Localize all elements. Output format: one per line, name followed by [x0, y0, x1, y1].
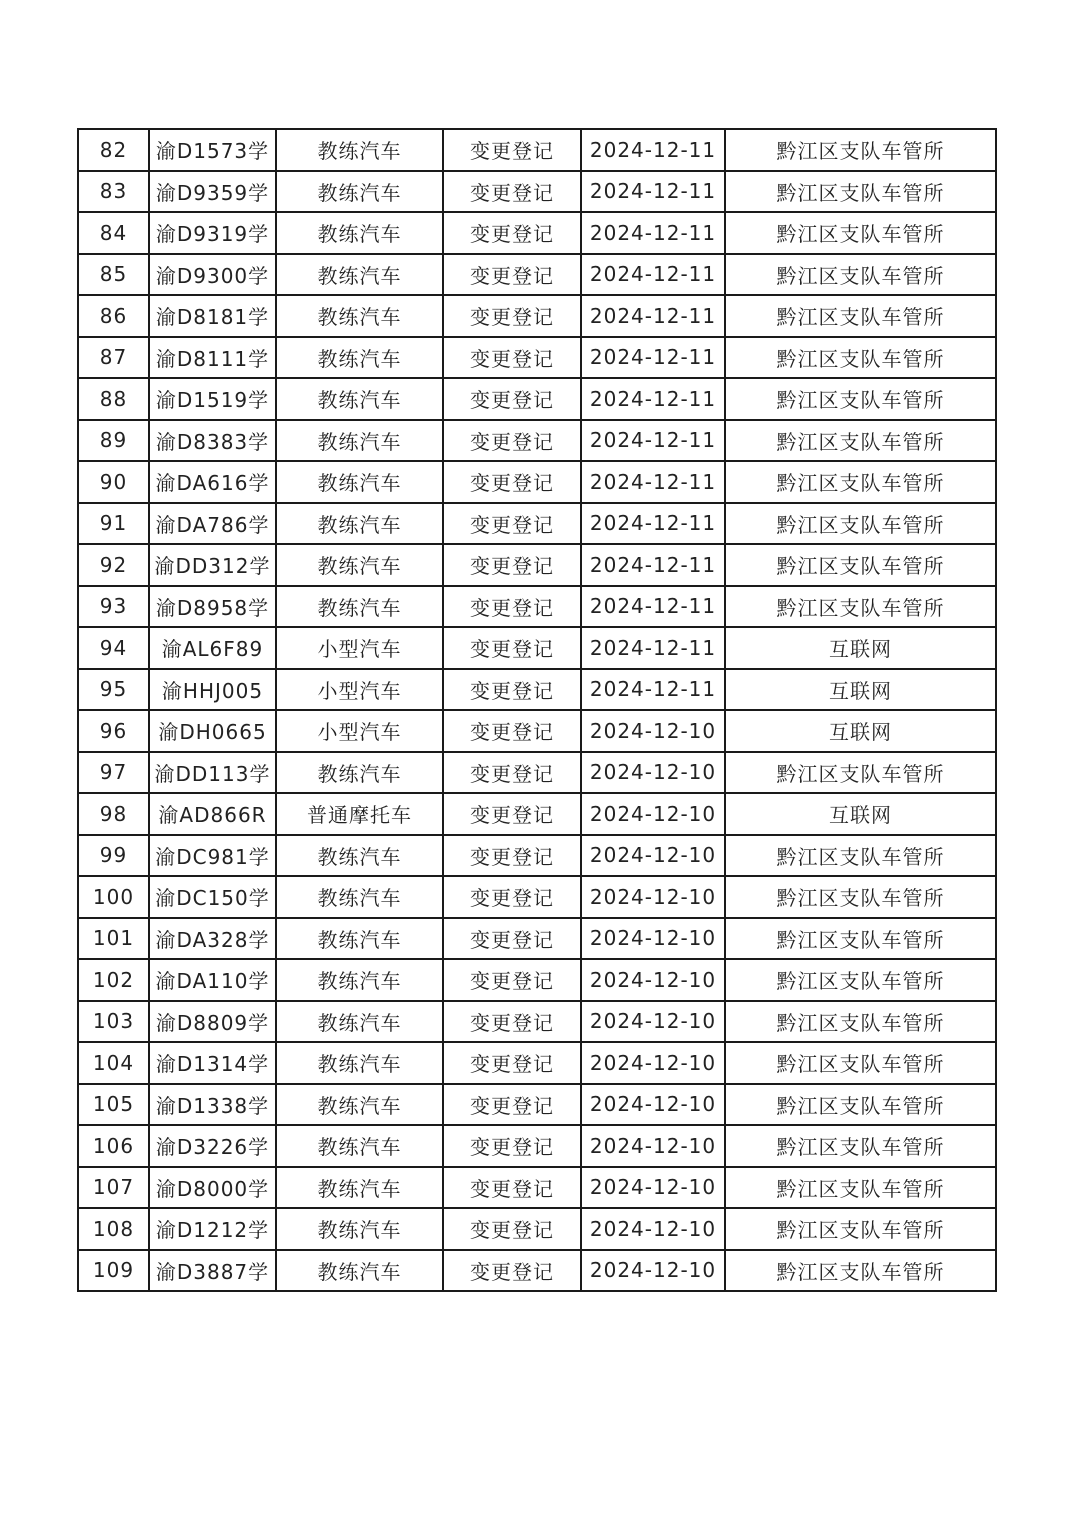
row-index-cell: 89: [78, 420, 149, 462]
handling-office-cell: 黔江区支队车管所: [725, 461, 996, 503]
handling-office-cell: 黔江区支队车管所: [725, 959, 996, 1001]
vehicle-type-cell: 教练汽车: [276, 918, 443, 960]
row-index-cell: 87: [78, 337, 149, 379]
business-type-cell: 变更登记: [443, 918, 581, 960]
vehicle-type-cell: 小型汽车: [276, 669, 443, 711]
plate-number-cell: 渝D8383学: [149, 420, 276, 462]
vehicle-type-cell: 教练汽车: [276, 752, 443, 794]
business-type-cell: 变更登记: [443, 171, 581, 213]
vehicle-type-cell: 教练汽车: [276, 544, 443, 586]
registration-date-cell: 2024-12-10: [581, 752, 725, 794]
table-row: [78, 627, 996, 669]
row-index-cell: 91: [78, 503, 149, 545]
plate-number-cell: 渝DD113学: [149, 752, 276, 794]
handling-office-cell: 黔江区支队车管所: [725, 544, 996, 586]
registration-date-cell: 2024-12-10: [581, 1250, 725, 1292]
row-index-cell: 99: [78, 835, 149, 877]
handling-office-cell: 黔江区支队车管所: [725, 876, 996, 918]
handling-office-cell: 黔江区支队车管所: [725, 586, 996, 628]
row-index-cell: 100: [78, 876, 149, 918]
table-row: [78, 1001, 996, 1043]
handling-office-cell: 黔江区支队车管所: [725, 378, 996, 420]
business-type-cell: 变更登记: [443, 752, 581, 794]
table-row: [78, 1042, 996, 1084]
table-row: [78, 129, 996, 171]
handling-office-cell: 黔江区支队车管所: [725, 1042, 996, 1084]
registration-date-cell: 2024-12-11: [581, 129, 725, 171]
row-index-cell: 95: [78, 669, 149, 711]
handling-office-cell: 黔江区支队车管所: [725, 1208, 996, 1250]
handling-office-cell: 黔江区支队车管所: [725, 1250, 996, 1292]
registration-date-cell: 2024-12-10: [581, 1042, 725, 1084]
row-index-cell: 82: [78, 129, 149, 171]
plate-number-cell: 渝D8809学: [149, 1001, 276, 1043]
business-type-cell: 变更登记: [443, 876, 581, 918]
plate-number-cell: 渝DA110学: [149, 959, 276, 1001]
row-index-cell: 109: [78, 1250, 149, 1292]
business-type-cell: 变更登记: [443, 669, 581, 711]
handling-office-cell: 黔江区支队车管所: [725, 171, 996, 213]
plate-number-cell: 渝D1212学: [149, 1208, 276, 1250]
registration-date-cell: 2024-12-10: [581, 1084, 725, 1126]
table-row: [78, 461, 996, 503]
table-row: [78, 212, 996, 254]
registration-date-cell: 2024-12-11: [581, 669, 725, 711]
plate-number-cell: 渝D9359学: [149, 171, 276, 213]
plate-number-cell: 渝AD866R: [149, 793, 276, 835]
row-index-cell: 102: [78, 959, 149, 1001]
plate-number-cell: 渝D9319学: [149, 212, 276, 254]
row-index-cell: 90: [78, 461, 149, 503]
registration-date-cell: 2024-12-11: [581, 378, 725, 420]
business-type-cell: 变更登记: [443, 544, 581, 586]
handling-office-cell: 互联网: [725, 793, 996, 835]
business-type-cell: 变更登记: [443, 420, 581, 462]
business-type-cell: 变更登记: [443, 1084, 581, 1126]
vehicle-type-cell: 教练汽车: [276, 1250, 443, 1292]
row-index-cell: 83: [78, 171, 149, 213]
table-row: [78, 1250, 996, 1292]
business-type-cell: 变更登记: [443, 337, 581, 379]
registration-date-cell: 2024-12-10: [581, 1125, 725, 1167]
table-row: [78, 503, 996, 545]
handling-office-cell: 黔江区支队车管所: [725, 1001, 996, 1043]
row-index-cell: 94: [78, 627, 149, 669]
plate-number-cell: 渝DD312学: [149, 544, 276, 586]
business-type-cell: 变更登记: [443, 378, 581, 420]
handling-office-cell: 黔江区支队车管所: [725, 1084, 996, 1126]
handling-office-cell: 黔江区支队车管所: [725, 752, 996, 794]
business-type-cell: 变更登记: [443, 627, 581, 669]
table-row: [78, 710, 996, 752]
handling-office-cell: 黔江区支队车管所: [725, 1125, 996, 1167]
vehicle-type-cell: 教练汽车: [276, 1167, 443, 1209]
plate-number-cell: 渝D1314学: [149, 1042, 276, 1084]
vehicle-type-cell: 教练汽车: [276, 959, 443, 1001]
table-row: [78, 254, 996, 296]
table-row: [78, 171, 996, 213]
plate-number-cell: 渝DA616学: [149, 461, 276, 503]
business-type-cell: 变更登记: [443, 1167, 581, 1209]
business-type-cell: 变更登记: [443, 1001, 581, 1043]
plate-number-cell: 渝D1338学: [149, 1084, 276, 1126]
handling-office-cell: 互联网: [725, 669, 996, 711]
row-index-cell: 108: [78, 1208, 149, 1250]
vehicle-type-cell: 教练汽车: [276, 876, 443, 918]
registration-date-cell: 2024-12-11: [581, 503, 725, 545]
business-type-cell: 变更登记: [443, 129, 581, 171]
vehicle-type-cell: 教练汽车: [276, 461, 443, 503]
business-type-cell: 变更登记: [443, 1042, 581, 1084]
table-row: [78, 544, 996, 586]
registration-date-cell: 2024-12-11: [581, 461, 725, 503]
plate-number-cell: 渝D9300学: [149, 254, 276, 296]
registration-date-cell: 2024-12-11: [581, 295, 725, 337]
row-index-cell: 86: [78, 295, 149, 337]
vehicle-type-cell: 教练汽车: [276, 586, 443, 628]
table-row: [78, 1167, 996, 1209]
registration-date-cell: 2024-12-10: [581, 1208, 725, 1250]
plate-number-cell: 渝D3226学: [149, 1125, 276, 1167]
table-row: [78, 959, 996, 1001]
vehicle-type-cell: 教练汽车: [276, 129, 443, 171]
handling-office-cell: 黔江区支队车管所: [725, 337, 996, 379]
registration-date-cell: 2024-12-11: [581, 420, 725, 462]
table-row: [78, 1208, 996, 1250]
registration-date-cell: 2024-12-10: [581, 876, 725, 918]
row-index-cell: 85: [78, 254, 149, 296]
vehicle-type-cell: 教练汽车: [276, 1125, 443, 1167]
plate-number-cell: 渝D3887学: [149, 1250, 276, 1292]
registration-date-cell: 2024-12-10: [581, 959, 725, 1001]
registration-date-cell: 2024-12-10: [581, 918, 725, 960]
table-row: [78, 835, 996, 877]
vehicle-type-cell: 教练汽车: [276, 503, 443, 545]
table-body: [78, 129, 996, 1291]
business-type-cell: 变更登记: [443, 212, 581, 254]
row-index-cell: 88: [78, 378, 149, 420]
table-row: [78, 752, 996, 794]
vehicle-type-cell: 小型汽车: [276, 627, 443, 669]
row-index-cell: 84: [78, 212, 149, 254]
business-type-cell: 变更登记: [443, 793, 581, 835]
registration-date-cell: 2024-12-10: [581, 710, 725, 752]
row-index-cell: 96: [78, 710, 149, 752]
plate-number-cell: 渝HHJ005: [149, 669, 276, 711]
handling-office-cell: 黔江区支队车管所: [725, 835, 996, 877]
registration-date-cell: 2024-12-10: [581, 1001, 725, 1043]
vehicle-type-cell: 普通摩托车: [276, 793, 443, 835]
business-type-cell: 变更登记: [443, 586, 581, 628]
registration-date-cell: 2024-12-11: [581, 586, 725, 628]
handling-office-cell: 黔江区支队车管所: [725, 420, 996, 462]
vehicle-type-cell: 教练汽车: [276, 254, 443, 296]
plate-number-cell: 渝AL6F89: [149, 627, 276, 669]
handling-office-cell: 黔江区支队车管所: [725, 1167, 996, 1209]
table-row: [78, 586, 996, 628]
handling-office-cell: 互联网: [725, 710, 996, 752]
vehicle-type-cell: 教练汽车: [276, 1001, 443, 1043]
registration-date-cell: 2024-12-11: [581, 627, 725, 669]
row-index-cell: 105: [78, 1084, 149, 1126]
business-type-cell: 变更登记: [443, 503, 581, 545]
business-type-cell: 变更登记: [443, 254, 581, 296]
handling-office-cell: 黔江区支队车管所: [725, 918, 996, 960]
table-row: [78, 420, 996, 462]
business-type-cell: 变更登记: [443, 959, 581, 1001]
registration-date-cell: 2024-12-11: [581, 254, 725, 296]
registration-date-cell: 2024-12-10: [581, 835, 725, 877]
business-type-cell: 变更登记: [443, 461, 581, 503]
row-index-cell: 97: [78, 752, 149, 794]
plate-number-cell: 渝D1573学: [149, 129, 276, 171]
plate-number-cell: 渝DA786学: [149, 503, 276, 545]
registration-date-cell: 2024-12-10: [581, 793, 725, 835]
registration-date-cell: 2024-12-10: [581, 1167, 725, 1209]
plate-number-cell: 渝DC150学: [149, 876, 276, 918]
business-type-cell: 变更登记: [443, 1125, 581, 1167]
plate-number-cell: 渝DC981学: [149, 835, 276, 877]
table-row: [78, 337, 996, 379]
plate-number-cell: 渝D8000学: [149, 1167, 276, 1209]
table-row: [78, 793, 996, 835]
vehicle-type-cell: 教练汽车: [276, 378, 443, 420]
table-row: [78, 1125, 996, 1167]
row-index-cell: 106: [78, 1125, 149, 1167]
vehicle-registration-table: [77, 128, 997, 1292]
row-index-cell: 93: [78, 586, 149, 628]
vehicle-type-cell: 教练汽车: [276, 420, 443, 462]
table-row: [78, 295, 996, 337]
business-type-cell: 变更登记: [443, 1208, 581, 1250]
plate-number-cell: 渝D8181学: [149, 295, 276, 337]
handling-office-cell: 黔江区支队车管所: [725, 295, 996, 337]
vehicle-type-cell: 教练汽车: [276, 295, 443, 337]
vehicle-type-cell: 教练汽车: [276, 1042, 443, 1084]
table-row: [78, 669, 996, 711]
vehicle-type-cell: 教练汽车: [276, 1208, 443, 1250]
row-index-cell: 104: [78, 1042, 149, 1084]
handling-office-cell: 互联网: [725, 627, 996, 669]
row-index-cell: 103: [78, 1001, 149, 1043]
business-type-cell: 变更登记: [443, 710, 581, 752]
handling-office-cell: 黔江区支队车管所: [725, 503, 996, 545]
vehicle-type-cell: 教练汽车: [276, 212, 443, 254]
table-row: [78, 378, 996, 420]
registration-date-cell: 2024-12-11: [581, 212, 725, 254]
handling-office-cell: 黔江区支队车管所: [725, 129, 996, 171]
registration-date-cell: 2024-12-11: [581, 337, 725, 379]
row-index-cell: 107: [78, 1167, 149, 1209]
table-row: [78, 1084, 996, 1126]
table-row: [78, 876, 996, 918]
handling-office-cell: 黔江区支队车管所: [725, 212, 996, 254]
row-index-cell: 98: [78, 793, 149, 835]
row-index-cell: 92: [78, 544, 149, 586]
plate-number-cell: 渝D8958学: [149, 586, 276, 628]
handling-office-cell: 黔江区支队车管所: [725, 254, 996, 296]
vehicle-type-cell: 小型汽车: [276, 710, 443, 752]
plate-number-cell: 渝D8111学: [149, 337, 276, 379]
business-type-cell: 变更登记: [443, 1250, 581, 1292]
registration-date-cell: 2024-12-11: [581, 171, 725, 213]
business-type-cell: 变更登记: [443, 835, 581, 877]
vehicle-type-cell: 教练汽车: [276, 171, 443, 213]
plate-number-cell: 渝D1519学: [149, 378, 276, 420]
business-type-cell: 变更登记: [443, 295, 581, 337]
vehicle-type-cell: 教练汽车: [276, 337, 443, 379]
plate-number-cell: 渝DA328学: [149, 918, 276, 960]
table-row: [78, 918, 996, 960]
row-index-cell: 101: [78, 918, 149, 960]
vehicle-type-cell: 教练汽车: [276, 835, 443, 877]
registration-date-cell: 2024-12-11: [581, 544, 725, 586]
vehicle-type-cell: 教练汽车: [276, 1084, 443, 1126]
plate-number-cell: 渝DH0665: [149, 710, 276, 752]
